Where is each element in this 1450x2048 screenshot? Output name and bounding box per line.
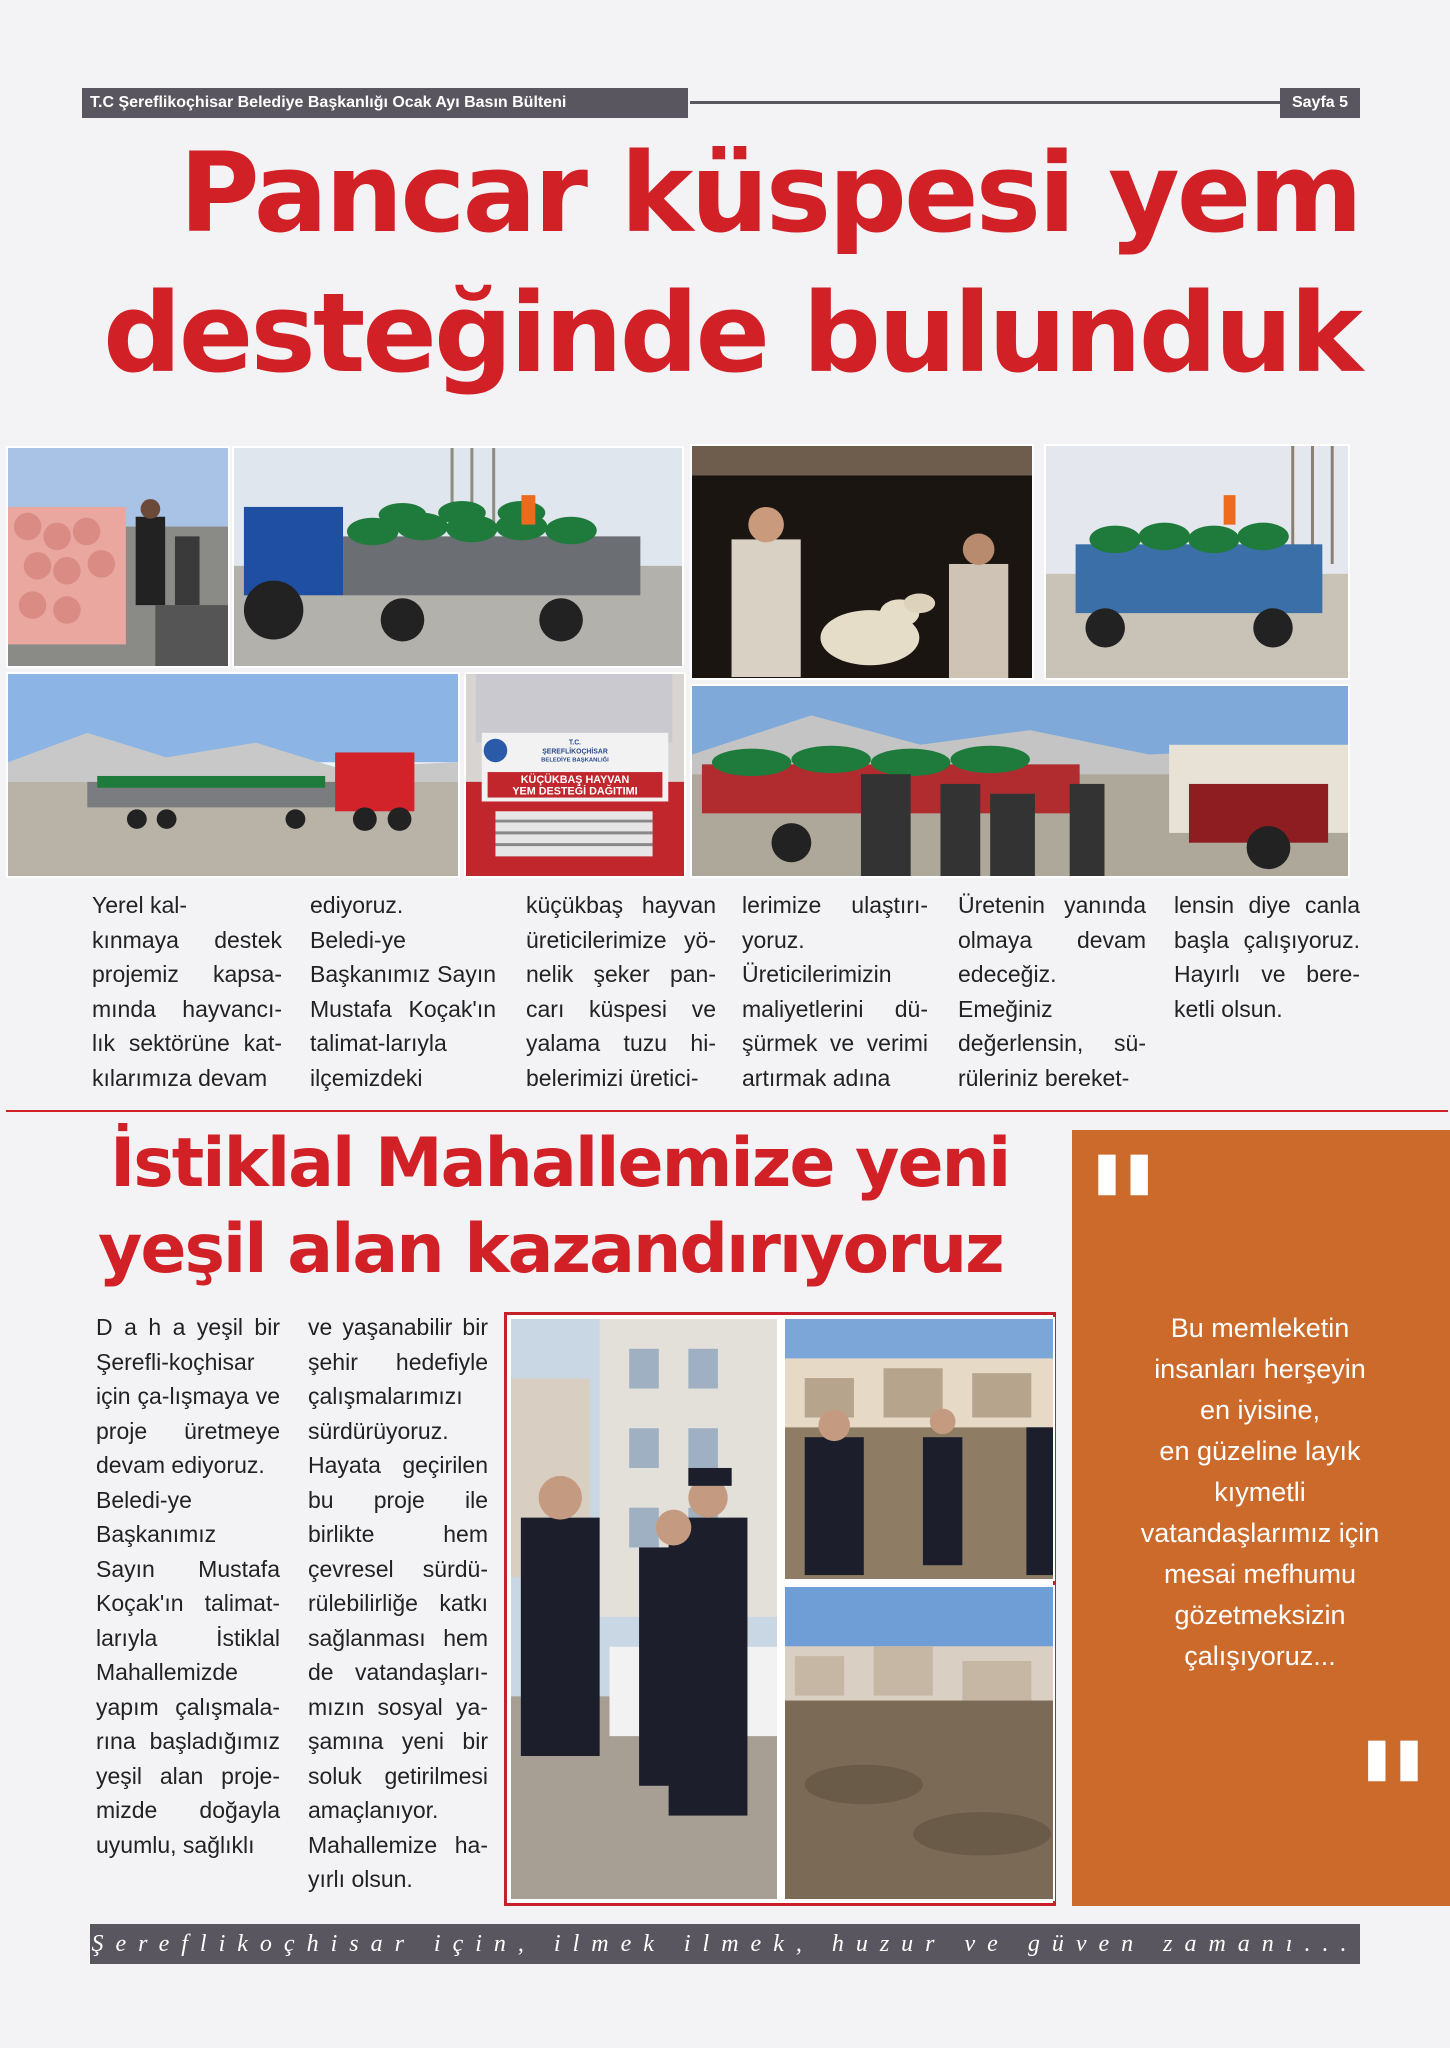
photo-loaded-trailer [1044,444,1350,680]
banner-text-tc: T.C. [568,739,582,747]
banner-text-office: BELEDİYE BAŞKANLIĞI [541,757,609,764]
open-quote-mark: " [1084,1126,1163,1300]
article1-headline-line1: Pancar küspesi yem [179,129,1360,257]
article2-column-1: D a h a yeşil bir Şerefli-koçhisar için ça-lışmaya ve proje üretmeye devam ediyoruz. Beledi-ye Başkanımız Sayın Mustafa Koçak'ın talimat-larıyla İstiklal Mahallemizde yapım çalışmala-rına başladığımız yeşil alan proje-mizde doğayla uyumlu, sağlıklı [96,1314,280,1858]
header-rule [690,101,1280,104]
quote-panel [1072,1126,1450,1906]
photo-tractor-trailer [232,446,684,668]
article1-column-6: lensin diye canla başla çalışıyoruz. Hayırlı ve bere-ketli olsun. [1174,892,1360,1022]
photo-site-discussion [783,1317,1055,1581]
banner-text-distribution: YEM DESTEĞİ DAĞITIMI [512,785,638,798]
photo-empty-field [783,1585,1055,1901]
footer-slogan: Şereflikoçhisar için, ilmek ilmek, huzur ve güven zamanı... [90,1924,1360,1964]
photo-crowd-trailers [690,684,1350,878]
banner-text-municipality: ŞEREFLİKOÇHİSAR [542,748,608,756]
article1-column-2: ediyoruz. Beledi-ye Başkanımız Sayın Mustafa Koçak'ın talimat-larıyla ilçemizdeki [310,892,496,1091]
article1-headline-line2: desteğinde bulunduk [103,269,1360,397]
photo-mayor-site-visit [509,1317,779,1901]
banner-text-livestock: KÜÇÜKBAŞ HAYVAN [520,773,630,786]
article1-column-5: Üretenin yanında olmaya devam edeceğiz. Emeğiniz değerlensin, sü-rüleriniz bereket- [958,892,1146,1091]
publication-title: T.C Şereflikoçhisar Belediye Başkanlığı Ocak Ayı Basın Bülteni [82,88,688,118]
photo-farmers-sheep [690,444,1034,680]
page-number: Sayfa 5 [1280,88,1360,118]
article1-column-4: lerimize ulaştırı-yoruz. Üreticilerimizin maliyetlerini dü-şürmek ve verimi artırmak adına [742,892,928,1091]
article2-headline-line2: yeşil alan kazandırıyoruz [98,1210,1003,1289]
article2-column-2: ve yaşanabilir bir şehir hedefiyle çalışmalarımızı sürdürüyoruz. Hayata geçirilen bu proje ile birlikte hem çevresel sürdü-rülebilirliğe katkı sağlanması hem de vatandaşları-mızın sosyal ya-şamına yeni bir soluk getirilmesi amaçlanıyor. Mahallemize ha-yırlı olsun. [308,1314,488,1892]
photo-sacks-loading [6,446,230,668]
article1-column-3: küçükbaş hayvan üreticilerimize yö-nelik şeker pan-carı küspesi ve yalama tuzu hi-belerimizi üretici- [526,892,716,1091]
quote-text: Bu memleketin insanları herşeyin en iyisine, en güzeline layık kıymetli vatandaşlarımız için mesai mefhumu gözetmeksizin çalışıyoruz... [1140,1313,1380,1671]
close-quote-mark: " [1353,1712,1432,1886]
article2-headline-line1: İstiklal Mahallemize yeni [110,1124,1010,1203]
article1-column-1: Yerel kal- kınmaya destek projemiz kapsa-mında hayvancı-lık sektörüne kat-kılarımıza devam [92,892,282,1091]
article2-photo-frame [504,1312,1056,1906]
photo-truck-banner [464,672,686,878]
photo-truck-convoy [6,672,460,878]
section-divider [6,1110,1448,1112]
